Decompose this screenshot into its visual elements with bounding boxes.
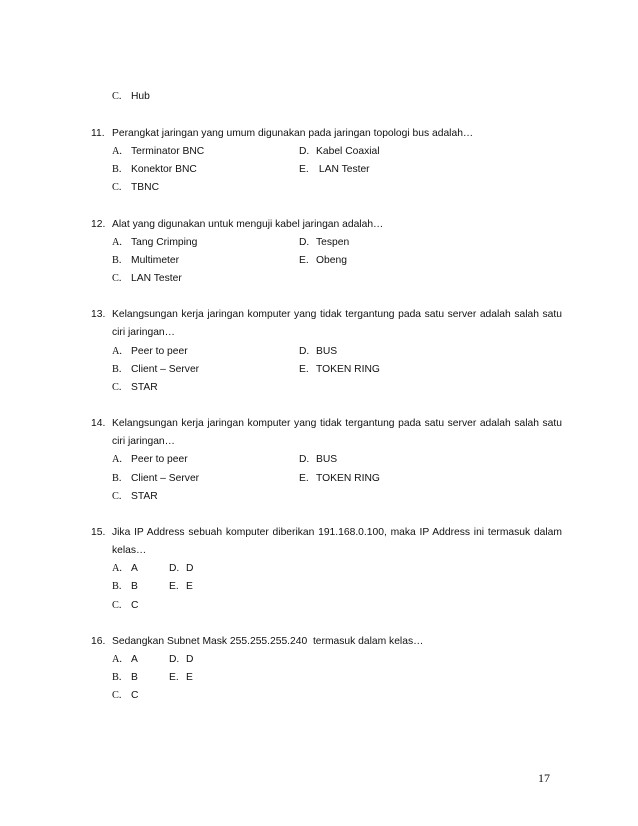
option-letter: E. <box>299 164 309 175</box>
option-letter: D. <box>299 454 310 465</box>
question-stem-continued: ciri jaringan… <box>112 327 175 338</box>
question-stem-continued: ciri jaringan… <box>112 436 175 447</box>
option-letter: D. <box>299 237 310 248</box>
option-letter: A. <box>112 346 123 357</box>
option-text: LAN Tester <box>316 164 370 175</box>
option-text: TBNC <box>131 182 160 193</box>
question-stem: Perangkat jaringan yang umum digunakan pada jaringan topologi bus adalah… <box>112 128 474 139</box>
option-letter: C. <box>112 273 122 284</box>
question-number: 14. <box>91 418 106 429</box>
option-letter: E. <box>299 364 309 375</box>
option-text: TOKEN RING <box>316 473 380 484</box>
option-letter: C. <box>112 491 122 502</box>
option-text: LAN Tester <box>131 273 182 284</box>
question-number: 11. <box>91 128 105 139</box>
option-text: Konektor BNC <box>131 164 197 175</box>
option-letter: A. <box>112 654 123 665</box>
option-text: BUS <box>316 346 338 357</box>
question-stem: Jika IP Address sebuah komputer diberikan 191.168.0.100, maka IP Address ini termasuk dalam <box>112 527 562 538</box>
option-letter: B. <box>112 473 122 484</box>
option-letter: A. <box>112 237 123 248</box>
option-letter: D. <box>299 346 310 357</box>
option-text: Client – Server <box>131 364 200 375</box>
option-letter: B. <box>112 255 122 266</box>
question-stem: Alat yang digunakan untuk menguji kabel jaringan adalah… <box>112 219 384 230</box>
question-number: 15. <box>91 527 106 538</box>
option-text: E <box>186 672 193 683</box>
option-text: D <box>186 654 194 665</box>
option-text: Hub <box>131 91 150 102</box>
option-letter: A. <box>112 563 123 574</box>
page-number: 17 <box>538 771 550 785</box>
option-letter: D. <box>169 563 180 574</box>
option-text: Client – Server <box>131 473 200 484</box>
option-text: Obeng <box>316 255 347 266</box>
option-text: A <box>131 563 138 574</box>
option-text: C <box>131 600 139 611</box>
question-number: 13. <box>91 309 106 320</box>
option-text: STAR <box>131 382 158 393</box>
option-text: D <box>186 563 194 574</box>
option-letter: E. <box>169 581 179 592</box>
option-text: Tespen <box>316 237 350 248</box>
option-text: C <box>131 690 139 701</box>
option-letter: C. <box>112 382 122 393</box>
option-text: Peer to peer <box>131 346 188 357</box>
option-text: B <box>131 581 138 592</box>
question-stem: Sedangkan Subnet Mask 255.255.255.240 termasuk dalam kelas… <box>112 636 424 647</box>
option-text: Peer to peer <box>131 454 188 465</box>
option-text: STAR <box>131 491 158 502</box>
option-letter: B. <box>112 581 122 592</box>
option-letter: E. <box>299 255 309 266</box>
option-text: B <box>131 672 138 683</box>
option-letter: C. <box>112 600 122 611</box>
option-letter: E. <box>299 473 309 484</box>
option-letter: A. <box>112 146 123 157</box>
question-stem: Kelangsungan kerja jaringan komputer yang tidak tergantung pada satu server adalah salah satu <box>112 418 562 429</box>
option-text: Kabel Coaxial <box>316 146 380 157</box>
option-text: Terminator BNC <box>131 146 205 157</box>
option-letter: B. <box>112 164 122 175</box>
question-stem-continued: kelas… <box>112 545 147 556</box>
option-text: Tang Crimping <box>131 237 198 248</box>
question-number: 16. <box>91 636 106 647</box>
option-letter: D. <box>299 146 310 157</box>
question-stem: Kelangsungan kerja jaringan komputer yang tidak tergantung pada satu server adalah salah satu <box>112 309 562 320</box>
option-letter: C. <box>112 182 122 193</box>
option-letter: E. <box>169 672 179 683</box>
option-text: A <box>131 654 138 665</box>
option-letter: C. <box>112 690 122 701</box>
option-text: Multimeter <box>131 255 180 266</box>
option-text: TOKEN RING <box>316 364 380 375</box>
option-letter: D. <box>169 654 180 665</box>
option-letter: B. <box>112 672 122 683</box>
option-letter: B. <box>112 364 122 375</box>
option-text: BUS <box>316 454 338 465</box>
option-letter: C. <box>112 91 122 102</box>
question-number: 12. <box>91 219 106 230</box>
option-text: E <box>186 581 193 592</box>
option-letter: A. <box>112 454 123 465</box>
